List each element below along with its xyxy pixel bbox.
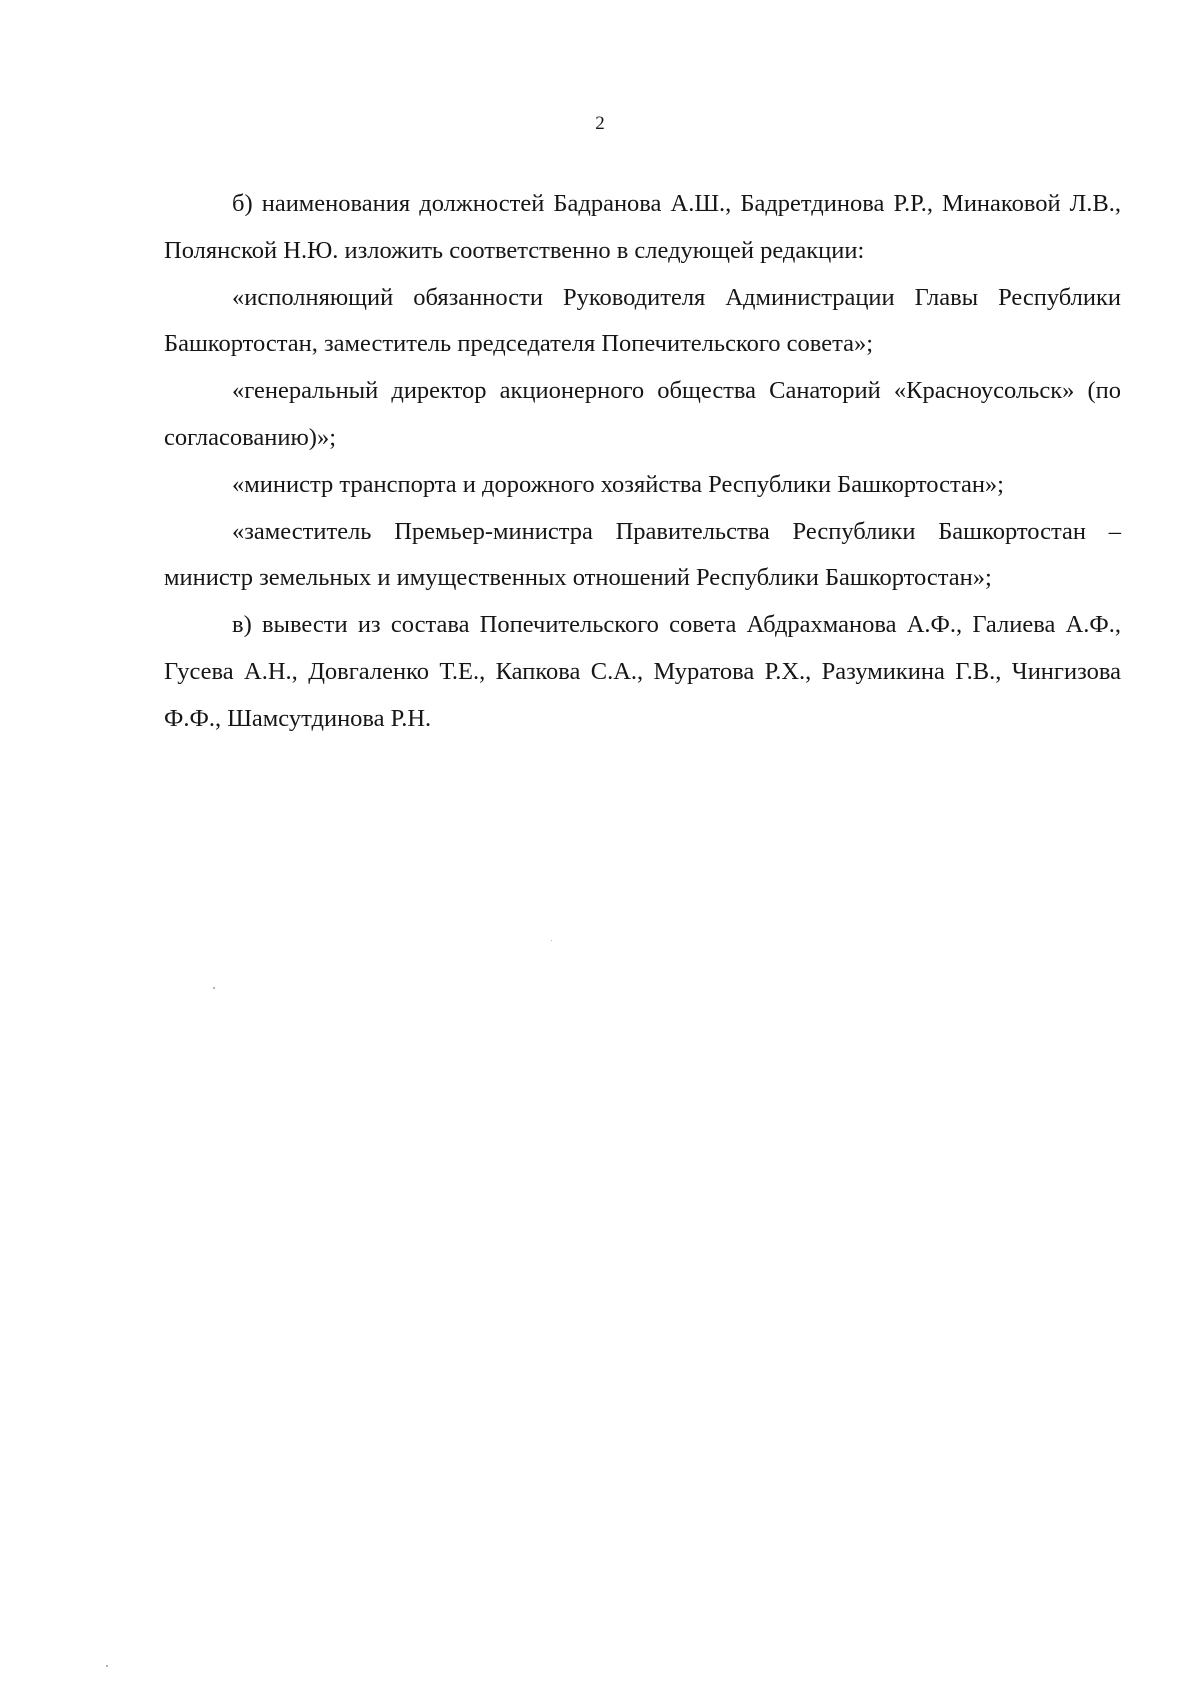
paragraph-transport-minister: «министр транспорта и дорожного хозяйства Республики Башкортостан»; (232, 470, 1004, 498)
scan-speck (551, 940, 552, 941)
scan-speck (106, 1665, 108, 1667)
paragraph-positions-rename: б) наименования должностей Бадранова А.Ш., Бадретдинова Р.Р., Минаковой Л.В., Полянской Н.Ю. изложить соответственно в следующей редакции: (164, 190, 1121, 264)
paragraph-administration-head: «исполняющий обязанности Руководителя Администрации Главы Республики Башкортостан, заместитель председателя Попечительского совета»; (164, 283, 1121, 358)
paragraph-deputy-premier: «заместитель Премьер-министра Правительства Республики Башкортостан – министр земельных и имущественных отношений Республики Башкортостан»; (164, 517, 1121, 592)
document-body (164, 181, 1121, 743)
paragraph-council-removal: в) вывести из состава Попечительского совета Абдрахманова А.Ф., Галиева А.Ф., Гусева А.Н., Довгаленко Т.Е., Капкова С.А., Муратова Р.Х., Разумикина Г.В., Чингизова Ф.Ф., Шамсутдинова Р.Н. (164, 611, 1121, 732)
page-number: 2 (595, 113, 605, 134)
paragraph-sanatorium-director: «генеральный директор акционерного общества Санаторий «Красноусольск» (по согласованию)»; (164, 377, 1121, 451)
scan-speck (213, 987, 215, 989)
